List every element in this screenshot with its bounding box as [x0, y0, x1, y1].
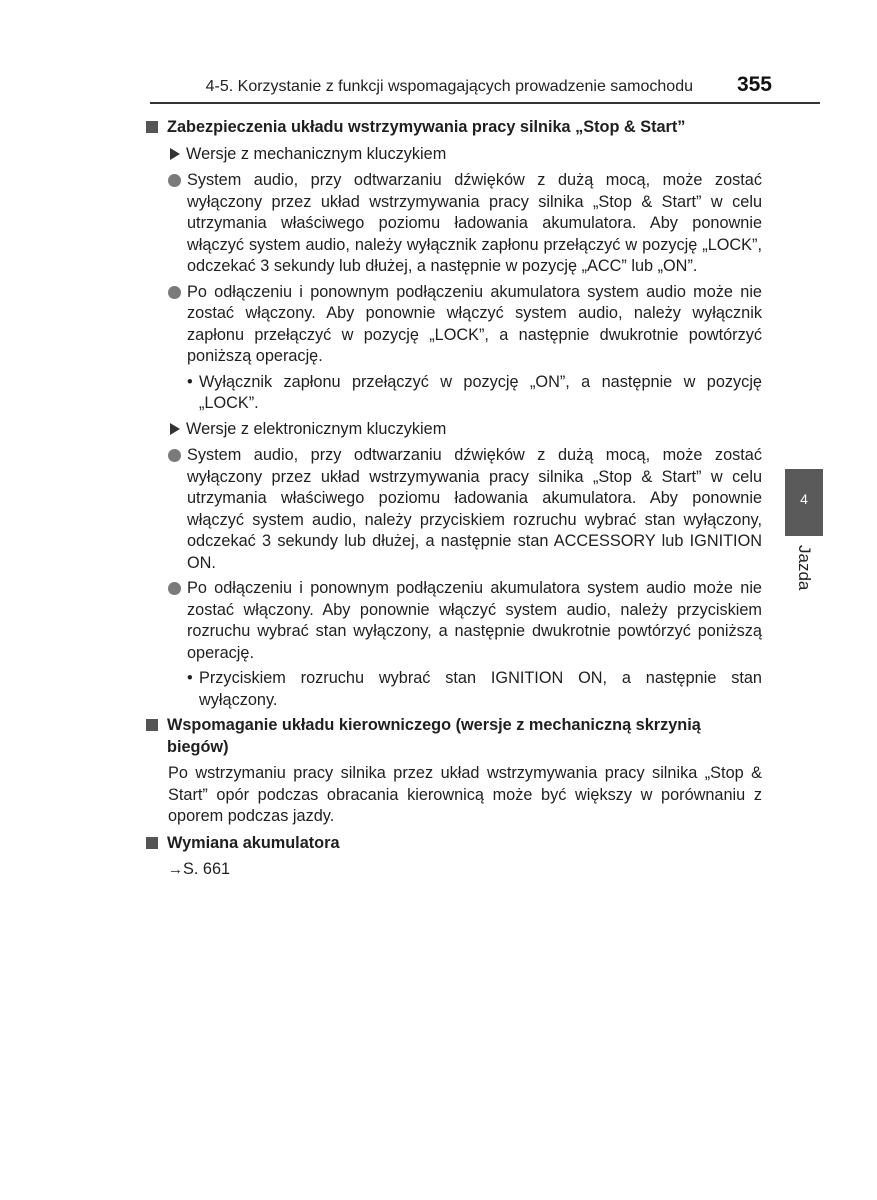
chapter-number: 4	[800, 491, 808, 507]
section-heading-stop-start: Zabezpieczenia układu wstrzymywania pracy silnika „Stop & Start”	[146, 117, 762, 139]
circle-bullet-icon	[168, 174, 181, 187]
page-reference-text: S. 661	[183, 860, 231, 878]
header-title: 4-5. Korzystanie z funkcji wspomagających prowadzenie samochodu	[205, 78, 693, 95]
list-item: Po odłączeniu i ponownym podłączeniu akumulatora system audio może nie zostać włączony. Aby ponownie włączyć system audio, należy wyłącznik zapłonu przełączyć w pozycję „LOCK”, a następnie dwukrotnie powtórzyć poniższą operację.	[146, 282, 762, 368]
sub-list-item: • Wyłącznik zapłonu przełączyć w pozycję „ON”, a następnie w pozycję „LOCK”.	[187, 372, 762, 412]
list-item: System audio, przy odtwarzaniu dźwięków z dużą mocą, może zostać wyłączony przez układ wstrzymywania pracy silnika „Stop & Start” w celu utrzymania właściwego poziomu ładowania akumulatora. Aby ponownie włączyć system audio, należy przyciskiem rozruchu wybrać stan wyłączony, odczekać 3 sekundy lub dłużej, a następnie stan ACCESSORY lub IGNITION ON.	[146, 445, 762, 574]
arrow-right-icon: →	[168, 861, 183, 878]
circle-bullet-icon	[168, 449, 181, 462]
chapter-tab[interactable]	[785, 469, 823, 536]
square-bullet-icon	[146, 837, 158, 849]
list-item: System audio, przy odtwarzaniu dźwięków z dużą mocą, może zostać wyłączony przez układ wstrzymywania pracy silnika „Stop & Start” w celu utrzymania właściwego poziomu ładowania akumulatora. Aby ponownie włączyć system audio, należy wyłącznik zapłonu przełączyć w pozycję „LOCK”, odczekać 3 sekundy lub dłużej, a następnie w pozycję „ACC” lub „ON”.	[146, 170, 762, 278]
square-bullet-icon	[146, 121, 158, 133]
circle-bullet-icon	[168, 582, 181, 595]
triangle-right-icon	[170, 148, 180, 160]
dot-bullet-icon: •	[187, 669, 193, 687]
section-body: Po wstrzymaniu pracy silnika przez układ wstrzymywania pracy silnika „Stop & Start” opór podczas obracania kierownicą może być większy w porównaniu z oporem podczas jazdy.	[168, 764, 762, 825]
section-heading-battery-replacement: Wymiana akumulatora	[146, 833, 762, 855]
subsection-mechanical-key: Wersje z mechanicznym kluczykiem	[146, 144, 762, 166]
page-content	[146, 117, 762, 881]
chapter-label: Jazda	[795, 545, 814, 591]
triangle-right-icon	[170, 423, 180, 435]
list-item: Po odłączeniu i ponownym podłączeniu akumulatora system audio może nie zostać włączony. Aby ponownie włączyć system audio, należy przyciskiem rozruchu wybrać stan wyłączony, a następnie dwukrotnie powtórzyć poniższą operację.	[146, 578, 762, 664]
dot-bullet-icon: •	[187, 372, 193, 391]
sub-list-item: • Przyciskiem rozruchu wybrać stan IGNITION ON, a następnie stan wyłączony.	[187, 669, 762, 709]
page-header	[150, 70, 820, 104]
square-bullet-icon	[146, 719, 158, 731]
subsection-electronic-key: Wersje z elektronicznym kluczykiem	[146, 419, 762, 441]
section-heading-power-steering: Wspomaganie układu kierowniczego (wersje z mechaniczną skrzynią biegów)	[146, 715, 762, 758]
page-number: 355	[736, 73, 772, 96]
circle-bullet-icon	[168, 286, 181, 299]
page-reference-link[interactable]	[146, 859, 762, 881]
